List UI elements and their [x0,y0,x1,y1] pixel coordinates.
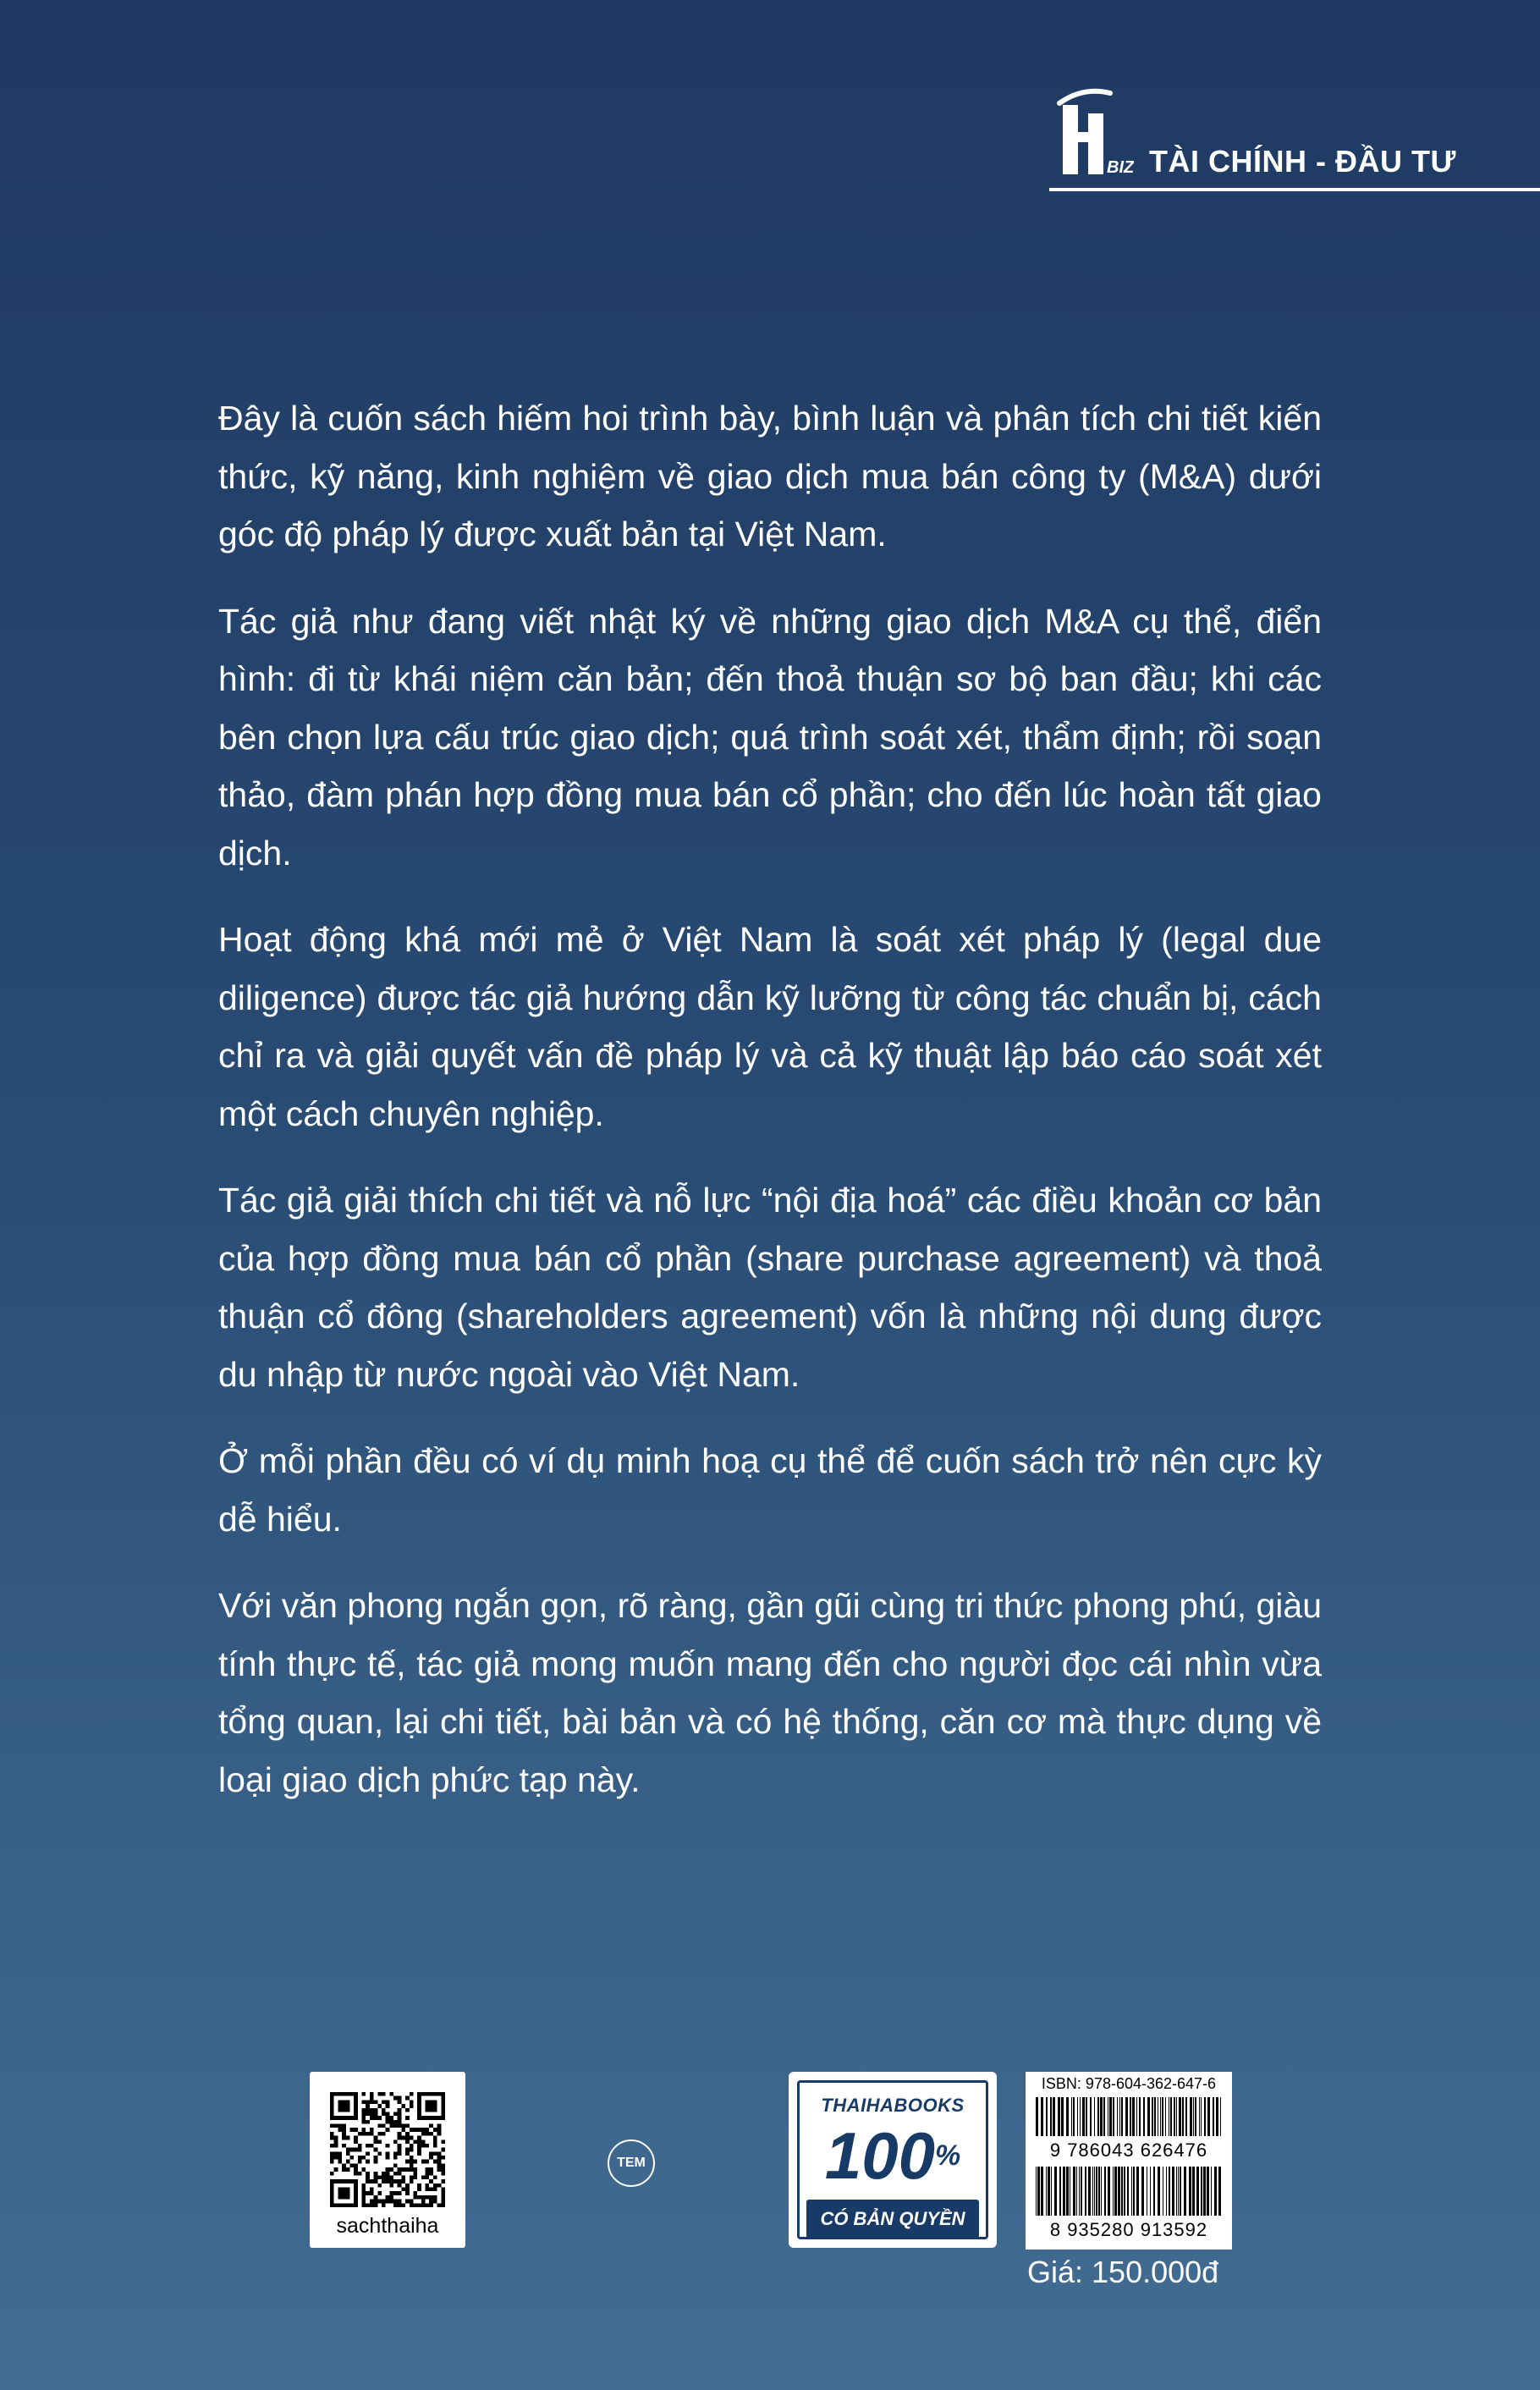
badge-number-value: 100 [824,2118,935,2193]
blurb-paragraph-1: Đây là cuốn sách hiếm hoi trình bày, bình luận và phân tích chi tiết kiến thức, kỹ năng, kinh nghiệm về giao dịch mua bán công ty (M&A) dưới góc độ pháp lý được xuất bản tại Việt Nam. [218,399,1322,553]
isbn-ean-number: 9 786043 626476 [1049,2139,1208,2161]
authenticity-stamp: TEM [608,2139,655,2187]
blurb-paragraph-4: Tác giả giải thích chi tiết và nỗ lực “nội địa hoá” các điều khoản cơ bản của hợp đồng mua bán cổ phần (share purchase agreement) và thoả thuận cổ đông (shareholders agreement) vốn là những nội dung được du nhập từ nước ngoài vào Việt Nam. [218,1181,1322,1394]
blurb-paragraph-5: Ở mỗi phần đều có ví dụ minh hoạ cụ thể để cuốn sách trở nên cực kỳ dễ hiểu. [218,1441,1322,1539]
badge-percent: % [934,2139,961,2172]
badge-caption: CÓ BẢN QUYỀN [806,2200,979,2239]
badge-brand: THAIHABOOKS [821,2095,965,2116]
product-ean-number: 8 935280 913592 [1049,2219,1208,2240]
biz-logo-text: BIZ [1107,158,1134,177]
qr-label: sachthaiha [336,2214,439,2238]
copyright-badge-frame [797,2080,988,2239]
blurb-paragraph-2: Tác giả như đang viết nhật ký về những giao dịch M&A cụ thể, điển hình: đi từ khái niệm căn bản; đến thoả thuận sơ bộ ban đầu; khi các bên chọn lựa cấu trúc giao dịch; quá trình soát xét, thẩm định; rồi soạn thảo, đàm phán hợp đồng mua bán cổ phần; cho đến lúc hoàn tất giao dịch. [218,601,1322,873]
qr-code-panel [310,2072,465,2248]
barcode-panel [1026,2072,1232,2250]
isbn-barcode-icon [1036,2097,1222,2136]
blurb-paragraph-3: Hoạt động khá mới mẻ ở Việt Nam là soát xét pháp lý (legal due diligence) được tác giả hướng dẫn kỹ lưỡng từ công tác chuẩn bị, cách chỉ ra và giải quyết vấn đề pháp lý và cả kỹ thuật lập báo cáo soát xét một cách chuyên nghiệp. [218,920,1322,1133]
series-header [1049,85,1540,195]
isbn-text: ISBN: 978-604-362-647-6 [1041,2075,1217,2092]
biz-logo-icon [1049,85,1134,178]
price-label: Giá: 150.000đ [1027,2255,1219,2289]
copyright-badge [789,2072,997,2248]
blurb-paragraph-6: Với văn phong ngắn gọn, rõ ràng, gần gũi cùng tri thức phong phú, giàu tính thực tế, tác giả mong muốn mang đến cho người đọc cái nhìn vừa tổng quan, lại chi tiết, bài bản và có hệ thống, căn cơ mà thực dụng về loại giao dịch phức tạp này. [218,1586,1322,1799]
qr-code-icon [330,2092,445,2207]
blurb-text [218,389,1322,1837]
product-barcode-icon [1036,2167,1222,2216]
header-divider [1049,188,1540,191]
badge-number [800,2120,986,2191]
series-label: TÀI CHÍNH - ĐẦU TƯ [1149,144,1456,179]
